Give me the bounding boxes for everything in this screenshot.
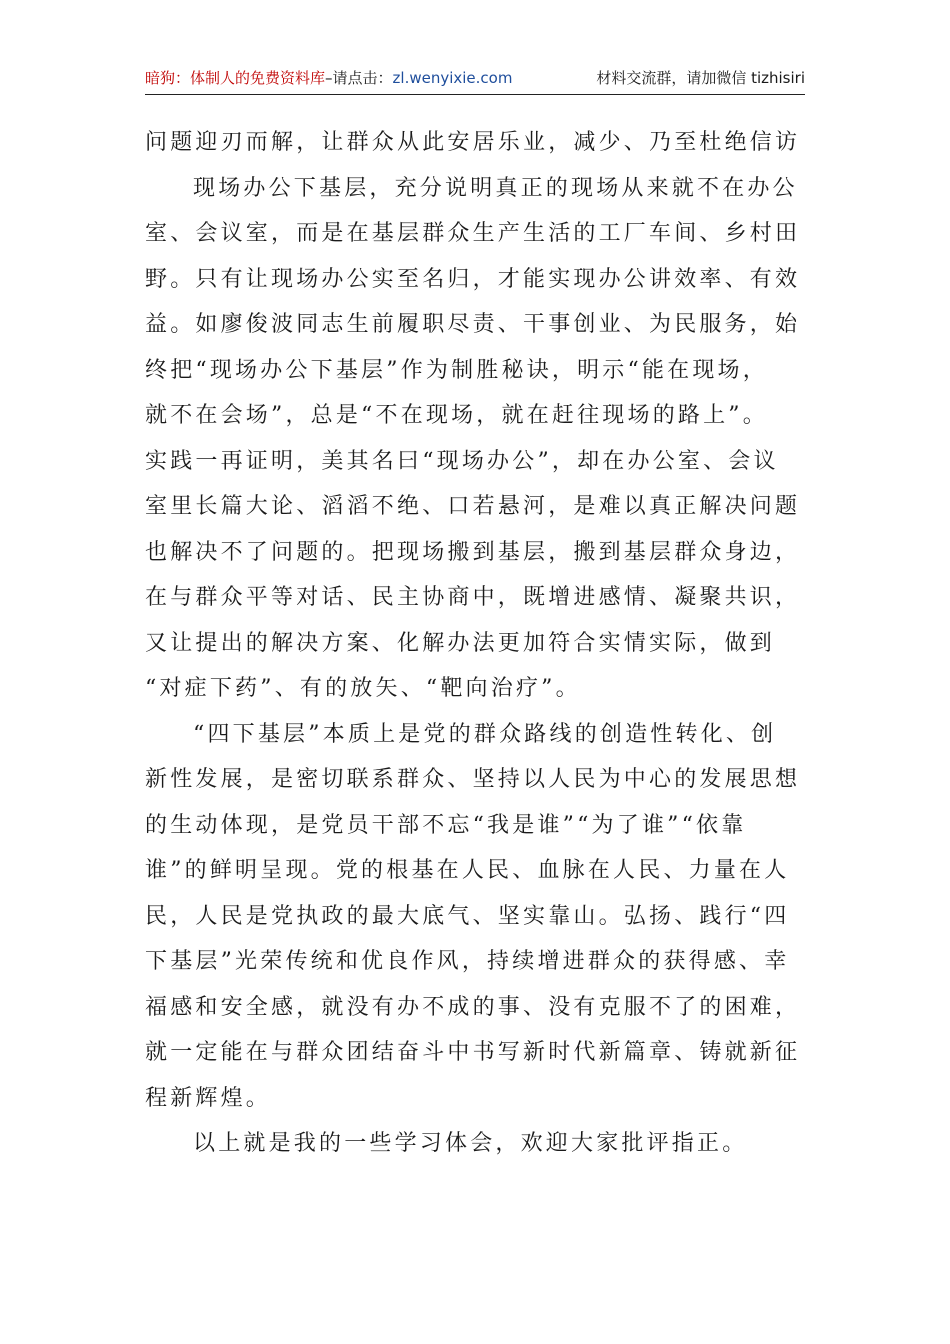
text-line: 就不在会场”，总是“不在现场，就在赶往现场的路上”。 [145, 403, 768, 428]
text-line: 室里长篇大论、滔滔不绝、口若悬河，是难以真正解决问题 [145, 494, 801, 519]
text-line: 室、会议室，而是在基层群众生产生活的工厂车间、乡村田 [145, 221, 801, 246]
paragraph-start-line: 以上就是我的一些学习体会，欢迎大家批评指正。 [193, 1131, 748, 1156]
text-line: 野。只有让现场办公实至名归，才能实现办公讲效率、有效 [145, 266, 801, 292]
text-line: 益。如廖俊波同志生前履职尽责、干事创业、为民服务，始 [145, 312, 801, 337]
text-line: 程新辉煌。 [145, 1085, 272, 1111]
paragraph-start-line: 现场办公下基层，充分说明真正的现场从来就不在办公 [193, 175, 798, 201]
document-body [145, 120, 805, 1167]
text-line: 也解决不了问题的。把现场搬到基层，搬到基层群众身边， [145, 539, 801, 565]
header-prompt: –请点击： [325, 69, 393, 87]
text-line: 就一定能在与群众团结奋斗中书写新时代新篇章、铸就新征 [145, 1040, 801, 1065]
text-line: 又让提出的解决方案、化解办法更加符合实情实际，做到 [145, 630, 776, 656]
text-line: 在与群众平等对话、民主协商中，既增进感情、凝聚共识， [145, 585, 801, 610]
text-line: 民，人民是党执政的最大底气、坚实靠山。弘扬、践行“四 [145, 903, 790, 929]
text-line: 谁”的鲜明呈现。党的根基在人民、血脉在人民、力量在人 [145, 858, 790, 883]
header-left [145, 64, 512, 92]
text-line: 新性发展，是密切联系群众、坚持以人民为中心的发展思想 [145, 767, 801, 792]
paragraph-start-line: “四下基层”本质上是党的群众路线的创造性转化、创 [193, 721, 777, 747]
page-header [145, 64, 805, 92]
text-line: 的生动体现，是党员干部不忘“我是谁”“为了谁”“依靠 [145, 812, 747, 838]
header-link[interactable]: zl.wenyixie.com [392, 69, 513, 87]
text-line: 终把“现场办公下基层”作为制胜秘诀，明示“能在现场， [145, 357, 768, 383]
text-line: 实践一再证明，美其名曰“现场办公”，却在办公室、会议 [145, 448, 779, 474]
header-divider [145, 94, 805, 95]
text-line: 福感和安全感，就没有办不成的事、没有克服不了的困难， [145, 994, 801, 1020]
text-line: “对症下药”、有的放矢、“靶向治疗”。 [145, 676, 581, 701]
text-line: 下基层”光荣传统和优良作风，持续增进群众的获得感、幸 [145, 949, 790, 974]
header-group-info: 材料交流群，请加微信 tizhisiri [596, 69, 805, 87]
header-brand: 暗狗：体制人的免费资料库 [145, 69, 326, 87]
text-line: 问题迎刃而解，让群众从此安居乐业，减少、乃至杜绝信访 [145, 130, 801, 155]
